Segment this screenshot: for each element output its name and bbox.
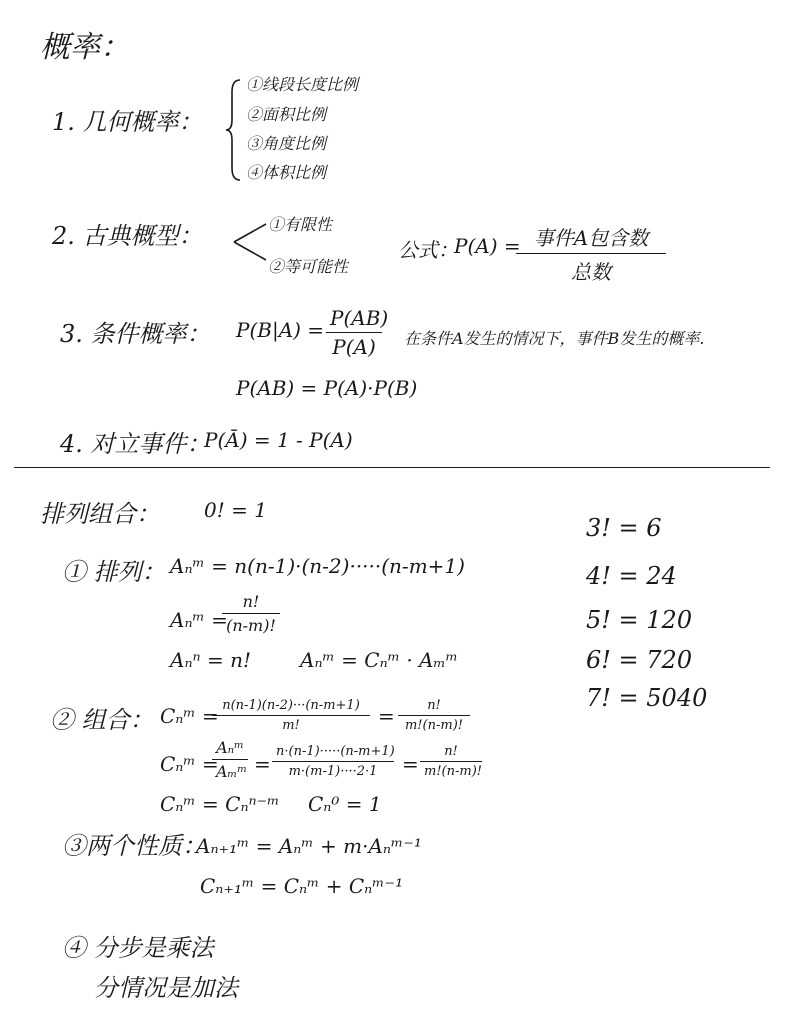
combination-numerator-1: n(n-1)(n-2)···(n-m+1) [222, 698, 360, 713]
combination-denominator-5: m!(n-m)! [424, 764, 483, 779]
factorial-5: 5! = 120 [586, 606, 693, 634]
combination-numerator-4: n·(n-1)·····(n-m+1) [276, 744, 395, 759]
combination-fraction-1 [212, 698, 370, 733]
classical-numerator: 事件A包含数 [533, 226, 649, 250]
permutation-denominator: (n-m)! [226, 616, 276, 635]
classical-item-2: ②等可能性 [268, 257, 349, 276]
branch-lines [234, 220, 268, 264]
permutation-formula-3a: Aₙⁿ = n! [170, 648, 252, 672]
classical-denominator: 总数 [571, 260, 611, 284]
fraction-bar [272, 761, 394, 762]
combination-fraction-4 [272, 744, 394, 779]
probability-title: 概率： [40, 30, 130, 65]
fraction-bar [398, 715, 470, 716]
fraction-bar [516, 253, 666, 254]
permutation-formula-2-lhs: Aₙᵐ = [170, 608, 228, 632]
conditional-probability-label: 3. 条件概率： [60, 320, 211, 348]
section-divider [14, 467, 770, 468]
complement-formula: P(Ā) = 1 - P(A) [204, 428, 353, 452]
combination-numerator-2: n! [427, 698, 441, 713]
combination-symmetry: Cₙᵐ = Cₙⁿ⁻ᵐ [160, 792, 280, 816]
equals-sign: = [254, 752, 271, 776]
addition-rule: 分情况是加法 [94, 974, 238, 1002]
fraction-bar [212, 715, 370, 716]
combination-denominator-4: m·(m-1)····2·1 [288, 764, 378, 779]
permutation-numerator: n! [242, 592, 260, 611]
conditional-fraction [326, 306, 389, 359]
combination-denominator-1: m! [282, 718, 300, 733]
factorial-3: 3! = 6 [586, 514, 662, 542]
zero-factorial: 0! = 1 [204, 498, 267, 522]
equals-sign: = [402, 752, 419, 776]
fraction-bar [420, 761, 482, 762]
property-2: Cₙ₊₁ᵐ = Cₙᵐ + Cₙᵐ⁻¹ [200, 874, 404, 898]
geo-item-2: ②面积比例 [246, 105, 327, 124]
conditional-formula-lhs: P(B|A) = [236, 318, 325, 342]
fraction-bar [222, 613, 280, 614]
classical-probability-label: 2. 古典概型： [52, 222, 203, 250]
classical-fraction [516, 222, 666, 285]
combination-fraction-3 [212, 738, 248, 781]
conditional-note: 在条件A发生的情况下，事件B发生的概率. [404, 329, 705, 348]
geo-item-1: ①线段长度比例 [246, 75, 359, 94]
equals-sign: = [378, 704, 395, 728]
fraction-bar [326, 332, 382, 333]
geo-item-3: ③角度比例 [246, 134, 327, 153]
combination-label: ② 组合： [50, 706, 154, 734]
geo-item-4: ④体积比例 [246, 163, 327, 182]
combination-zero: Cₙ⁰ = 1 [308, 792, 382, 816]
permutation-combination-title: 排列组合： [40, 500, 160, 528]
combination-numerator-5: n! [444, 744, 458, 759]
formula-label: 公式： [398, 238, 458, 262]
combination-row-1-lhs: Cₙᵐ = [160, 704, 219, 728]
combination-fraction-5 [420, 744, 482, 779]
product-formula: P(AB) = P(A)·P(B) [236, 376, 418, 400]
property-1: Aₙ₊₁ᵐ = Aₙᵐ + m·Aₙᵐ⁻¹ [196, 834, 422, 858]
factorial-7: 7! = 5040 [586, 684, 708, 712]
permutation-label: ① 排列： [62, 558, 166, 586]
geometric-probability-label: 1. 几何概率： [52, 108, 203, 136]
factorial-4: 4! = 24 [586, 562, 677, 590]
combination-fraction-2 [398, 698, 470, 733]
conditional-denominator: P(A) [332, 335, 376, 359]
classical-formula-lhs: P(A) = [454, 234, 521, 258]
two-properties-label: ③两个性质： [62, 832, 206, 860]
combination-numerator-3: Aₙᵐ [216, 738, 244, 757]
classical-item-1: ①有限性 [268, 215, 333, 234]
factorial-6: 6! = 720 [586, 646, 693, 674]
left-brace [226, 78, 244, 182]
combination-denominator-3: Aₘᵐ [216, 762, 248, 781]
permutation-fraction [222, 592, 280, 635]
multiplication-rule: ④ 分步是乘法 [62, 934, 214, 962]
fraction-bar [212, 759, 248, 760]
combination-row-2-lhs: Cₙᵐ = [160, 752, 219, 776]
permutation-formula-1: Aₙᵐ = n(n-1)·(n-2)·····(n-m+1) [170, 554, 465, 578]
permutation-formula-3b: Aₙᵐ = Cₙᵐ · Aₘᵐ [300, 648, 459, 672]
complement-event-label: 4. 对立事件： [60, 430, 211, 458]
conditional-numerator: P(AB) [330, 306, 389, 330]
combination-denominator-2: m!(n-m)! [404, 718, 463, 733]
